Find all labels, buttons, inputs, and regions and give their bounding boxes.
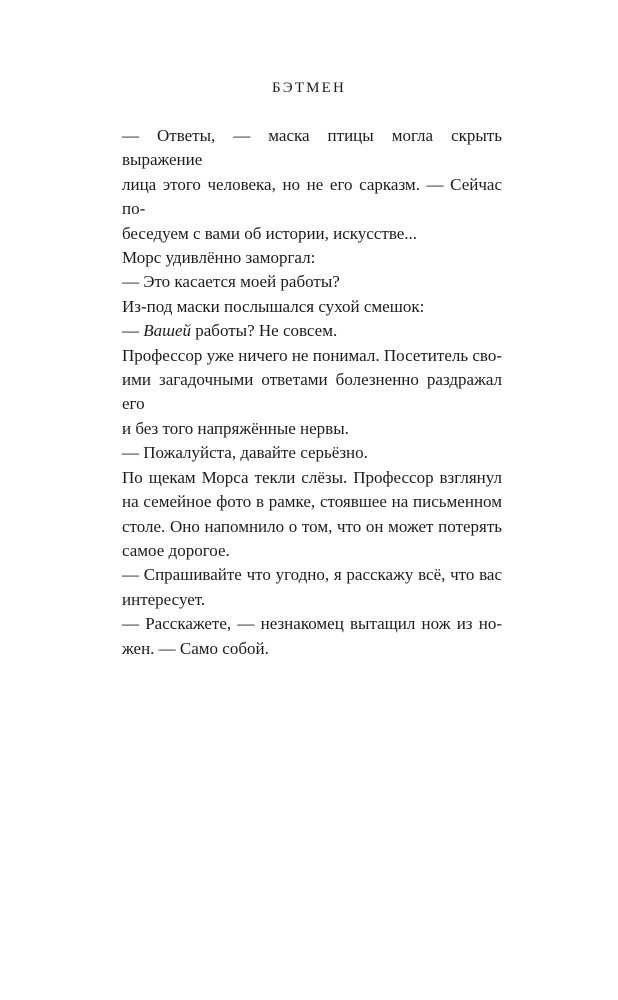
text-line: беседуем с вами об истории, искусстве...: [122, 223, 418, 243]
paragraph-8: [122, 466, 502, 564]
paragraph-2: [122, 246, 502, 270]
paragraph-9: [122, 563, 502, 612]
text-line: — Спрашивайте что угодно, я расскажу всё, что вас: [122, 565, 502, 585]
paragraph-1: [122, 124, 502, 246]
paragraph-3: [122, 270, 502, 294]
line-rest: работы? Не совсем.: [195, 321, 338, 341]
text-line: — Пожалуйста, давайте серьёзно.: [122, 443, 368, 463]
text-line: Морс удивлённо заморгал:: [122, 248, 316, 268]
text-line: самое дорогое.: [122, 540, 230, 560]
paragraph-4: [122, 295, 502, 319]
text-line: лица этого человека, но не его сарказм. — Сейчас по-: [122, 174, 502, 219]
text-line: жен. — Само собой.: [122, 638, 269, 658]
text-line: — Расскажете, — незнакомец вытащил нож из но-: [122, 614, 502, 634]
text-line: столе. Оно напомнило о том, что он может потерять: [122, 516, 502, 536]
dialogue-dash: —: [122, 321, 139, 341]
text-line: [122, 319, 502, 343]
paragraph-5: [122, 319, 502, 343]
paragraph-7: [122, 441, 502, 465]
text-line: По щекам Морса текли слёзы. Профессор взглянул: [122, 467, 502, 487]
body-text: [122, 124, 502, 661]
text-line: Из-под маски послышался сухой смешок:: [122, 296, 425, 316]
paragraph-10: [122, 612, 502, 661]
text-line: интересует.: [122, 589, 206, 609]
text-line: ими загадочными ответами болезненно раздражал его: [122, 370, 502, 414]
italic-word: Вашей: [143, 321, 192, 341]
running-head: БЭТМЕН: [271, 80, 346, 96]
text-line: Профессор уже ничего не понимал. Посетитель сво-: [122, 345, 502, 365]
paragraph-6: [122, 344, 502, 442]
text-line: и без того напряжённые нервы.: [122, 418, 349, 438]
text-line: — Ответы, — маска птицы могла скрыть выражение: [122, 126, 502, 170]
text-line: на семейное фото в рамке, стоявшее на письменном: [122, 492, 502, 512]
text-line: — Это касается моей работы?: [122, 272, 340, 292]
